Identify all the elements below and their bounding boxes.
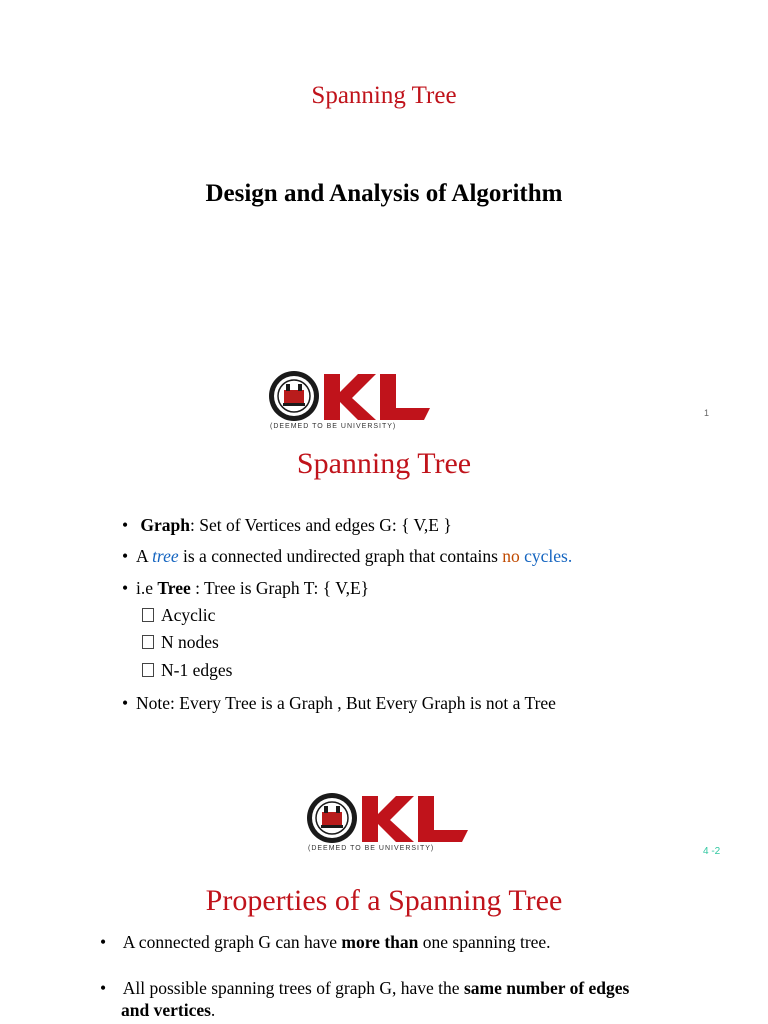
- slide2-page-number: 4 -2: [703, 846, 721, 857]
- slide3-title: Properties of a Spanning Tree: [205, 884, 563, 917]
- slide1-page-number: 1: [704, 408, 710, 418]
- sub-n-nodes: N nodes: [142, 632, 219, 653]
- bullet-note: • Note: Every Tree is a Graph , But Every Graph is not a Tree: [122, 693, 556, 713]
- logo-caption: (DEEMED TO BE UNIVERSITY): [270, 423, 397, 430]
- kl-university-logo: [264, 368, 434, 430]
- kl-university-logo: [302, 790, 472, 852]
- logo-caption: (DEEMED TO BE UNIVERSITY): [308, 845, 435, 852]
- checkbox-icon: [142, 608, 154, 622]
- sub-n-1-edges: N-1 edges: [142, 660, 232, 681]
- bullet-tree-graph: • i.e Tree : Tree is Graph T: { V,E}: [122, 578, 370, 598]
- slide2-title: Spanning Tree: [296, 447, 472, 480]
- property-more-than-one: • A connected graph G can have more than one spanning tree.: [100, 932, 551, 952]
- slide1-subtitle: Design and Analysis of Algorithm: [205, 180, 563, 207]
- bullet-graph: • Graph: Set of Vertices and edges G: { V,E }: [122, 515, 452, 535]
- bullet-tree-definition: • A tree is a connected undirected graph that contains no cycles.: [122, 546, 573, 566]
- slide1-title: Spanning Tree: [311, 82, 457, 109]
- checkbox-icon: [142, 663, 154, 677]
- property-same-edges: • All possible spanning trees of graph G, have the same number of edges and vertices.: [100, 978, 630, 1020]
- sub-acyclic: Acyclic: [142, 605, 215, 626]
- checkbox-icon: [142, 635, 154, 649]
